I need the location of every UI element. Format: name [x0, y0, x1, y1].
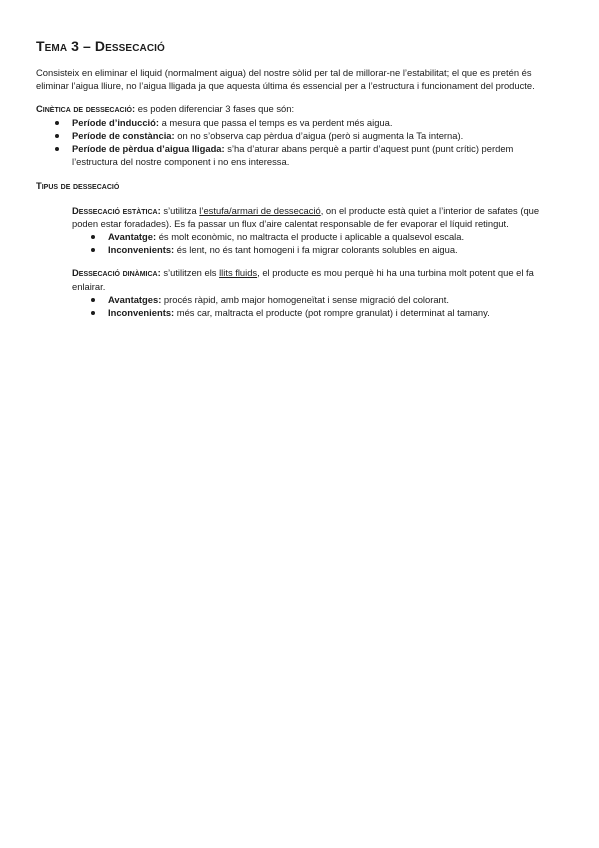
static-heading: Dessecació estàtica: [72, 204, 161, 216]
list-item [108, 293, 563, 306]
list-item [72, 116, 563, 129]
list-item [72, 142, 563, 168]
kinetics-heading: Cinètica de dessecació: [36, 103, 136, 115]
static-text-before: s’utilitza [160, 204, 200, 216]
list-item-text: s’ha d’aturar abans perquè a partir d’aquest punt (punt crític) perdem l’estructura del nostre component i no ens interessa. [72, 143, 514, 168]
dynamic-text-after: , el producte es mou perquè hi ha una turbina molt potent que el fa enlairar. [72, 267, 534, 292]
list-item [108, 230, 563, 243]
static-paragraph [72, 204, 563, 230]
page-title: Tema 3 – Dessecació [36, 38, 165, 54]
list-item-term: Inconvenients: [108, 307, 175, 319]
types-heading: Tipus de dessecació [36, 180, 120, 192]
list-item-term: Avantatges: [108, 293, 162, 305]
list-item-text: és molt econòmic, no maltracta el producte i aplicable a qualsevol escala. [156, 231, 465, 243]
dynamic-text-before: s’utilitzen els [160, 267, 220, 279]
static-link: l’estufa/armari de dessecació [199, 204, 321, 216]
kinetics-text: es poden diferenciar 3 fases que són: [135, 103, 295, 115]
list-item-term: Període de constància: [72, 129, 175, 141]
list-item [108, 306, 563, 319]
kinetics-list [36, 116, 563, 169]
list-item-term: Període de pèrdua d’aigua lligada: [72, 143, 225, 155]
list-item-text: a mesura que passa el temps es va perdent més aigua. [159, 116, 393, 128]
list-item-term: Inconvenients: [108, 244, 175, 256]
intro-paragraph: Consisteix en eliminar el liquid (normalment aigua) del nostre sòlid per tal de millorar-ne l’estabilitat; el que es pretén és eliminar l’aigua lliure, no l’aigua lligada ja que aquesta última és essencial per a l’estructura i funcionament del producte. [36, 67, 535, 92]
dynamic-heading: Dessecació dinàmica: [72, 267, 161, 279]
dynamic-paragraph [72, 266, 563, 292]
list-item-term: Període d’inducció: [72, 116, 159, 128]
dynamic-section [72, 266, 563, 319]
list-item-text: més car, maltracta el producte (pot rompre granulat) i determinat al tamany. [174, 307, 490, 319]
dynamic-list [72, 293, 563, 319]
list-item-text: procés ràpid, amb major homogeneïtat i sense migració del colorant. [161, 293, 449, 305]
list-item-text: on no s’observa cap pèrdua d’aigua (però si augmenta la Ta interna). [174, 129, 464, 141]
static-section [72, 204, 563, 257]
list-item-text: és lent, no és tant homogeni i fa migrar colorants solubles en aigua. [174, 244, 458, 256]
static-text-after: , on el producte està quiet a l’interior de safates (que poden estar foradades). Es fa passar un flux d’aire calentat responsable de fer evaporar el líquid retingut. [72, 204, 540, 229]
static-list [72, 230, 563, 256]
dynamic-link: llits fluids [219, 267, 258, 279]
list-item [72, 129, 563, 142]
kinetics-paragraph [36, 102, 563, 115]
list-item [108, 243, 563, 256]
list-item-term: Avantatge: [108, 231, 157, 243]
